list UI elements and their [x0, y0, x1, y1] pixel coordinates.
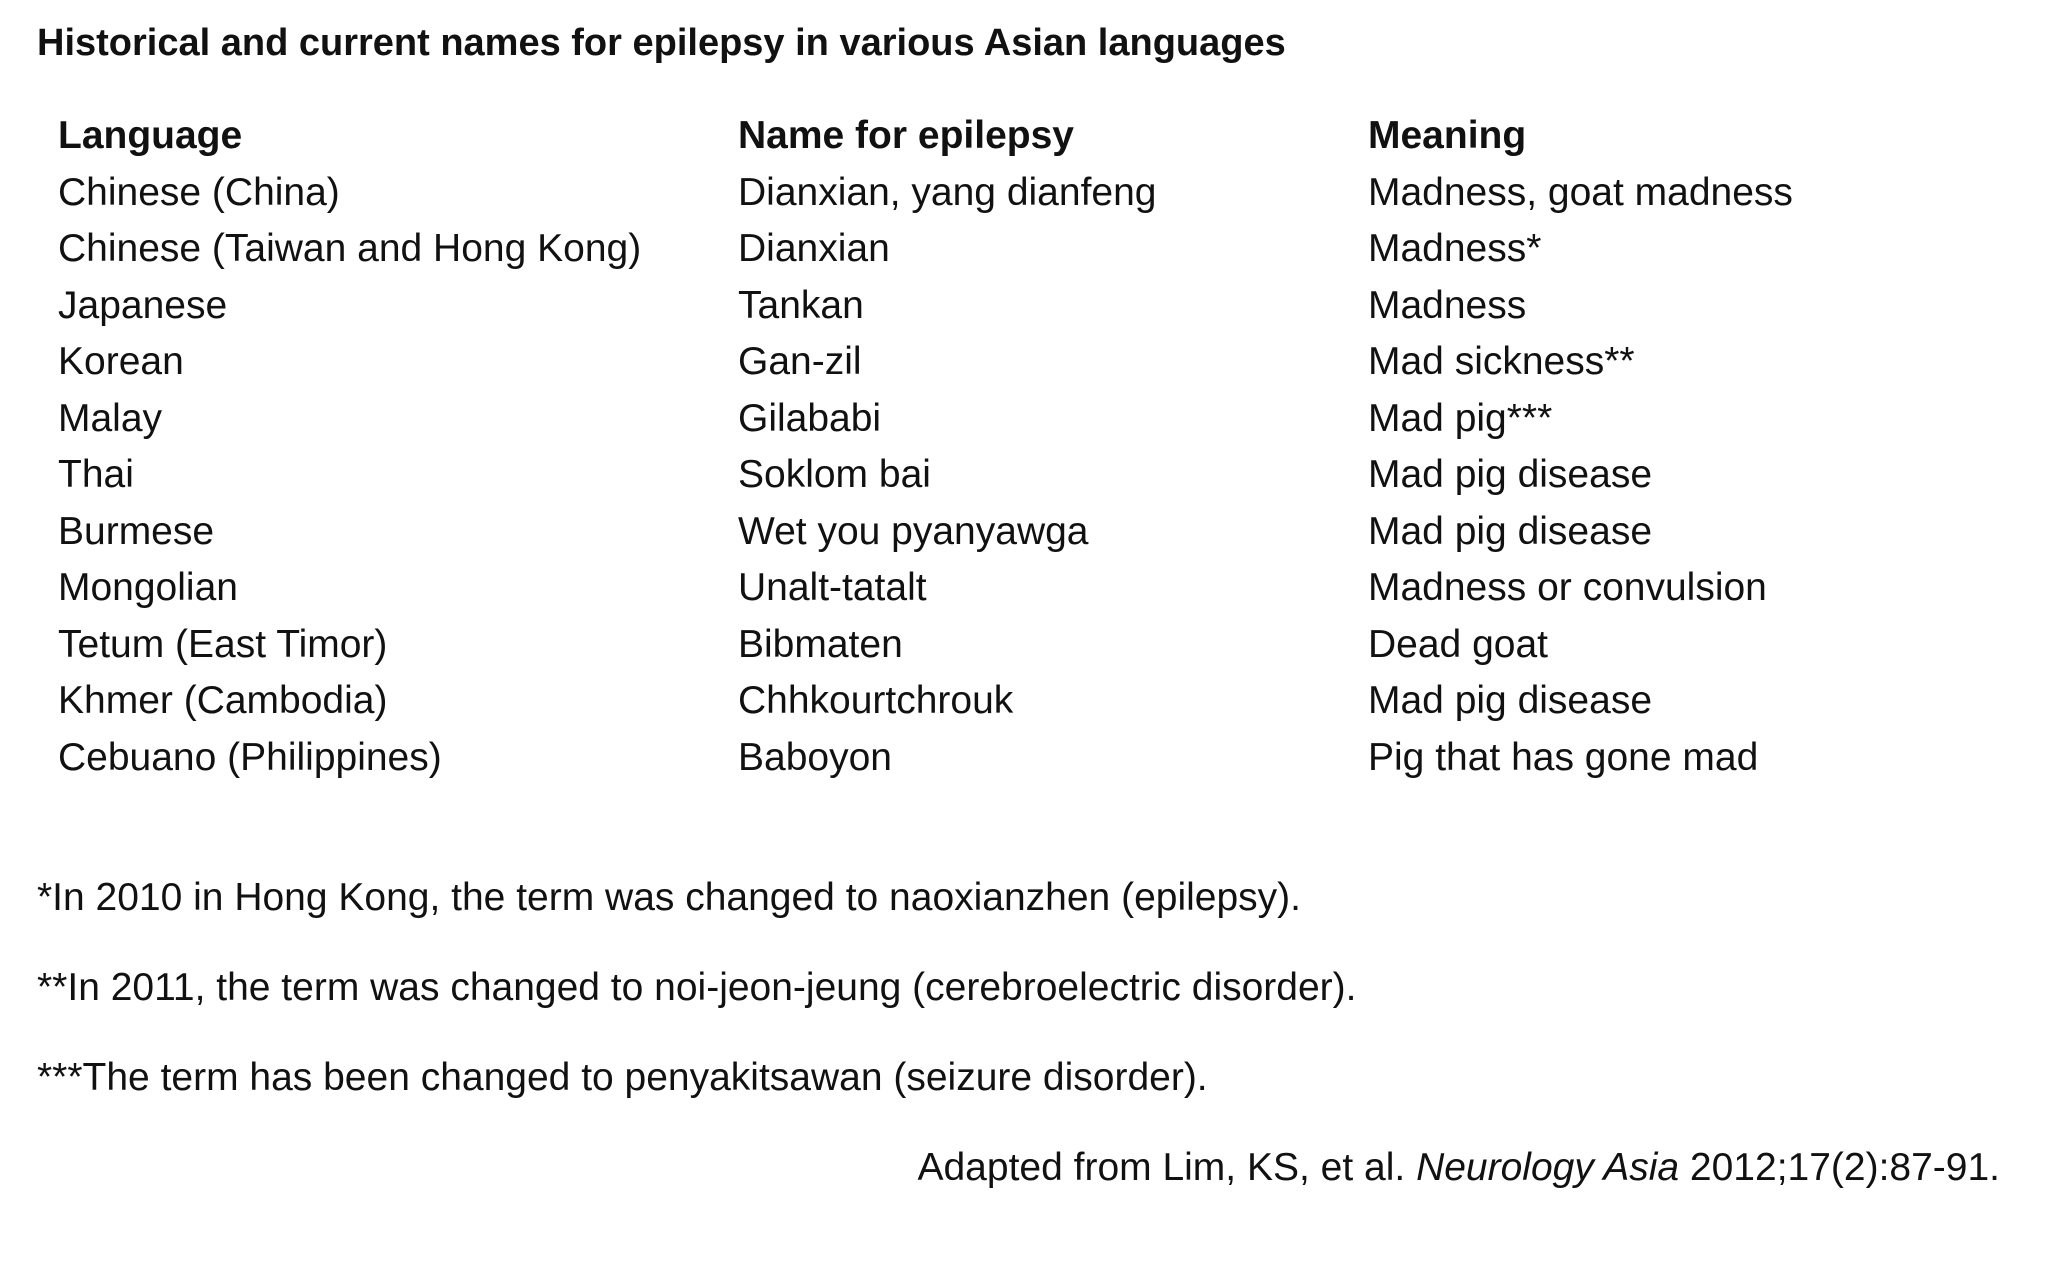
header-meaning: Meaning — [1368, 114, 1527, 157]
cell-meaning: Madness — [1368, 283, 1527, 327]
cell-meaning: Madness* — [1368, 227, 1542, 270]
table-header-row — [46, 108, 2008, 165]
cell-meaning: Madness, goat madness — [1368, 170, 1793, 214]
table-row — [46, 221, 2008, 278]
table-row — [46, 504, 2008, 561]
table-row — [46, 334, 2008, 391]
cell-language: Cebuano (Philippines) — [58, 735, 442, 779]
cell-name: Chhkourtchrouk — [738, 679, 1014, 722]
epilepsy-names-table — [46, 108, 2008, 786]
table-row — [46, 730, 2008, 787]
citation — [917, 1143, 2000, 1193]
cell-meaning: Mad pig disease — [1368, 509, 1653, 553]
header-language: Language — [58, 114, 243, 157]
cell-name: Wet you pyanyawga — [738, 509, 1089, 553]
header-name-for-epilepsy: Name for epilepsy — [738, 114, 1074, 157]
table-row — [46, 165, 2008, 222]
page-title: Historical and current names for epilepsy in various Asian languages — [37, 22, 1286, 64]
citation-journal: Neurology Asia — [1416, 1146, 1680, 1189]
cell-meaning: Mad pig disease — [1368, 453, 1653, 496]
cell-name: Gilababi — [738, 396, 882, 440]
footnote-hong-kong: *In 2010 in Hong Kong, the term was changed to naoxianzhen (epilepsy). — [37, 876, 1301, 919]
cell-language: Korean — [58, 340, 184, 383]
table-row — [46, 560, 2008, 617]
cell-name: Gan-zil — [738, 340, 862, 383]
cell-language: Japanese — [58, 283, 228, 327]
table-row — [46, 617, 2008, 674]
table-row — [46, 447, 2008, 504]
cell-language: Chinese (Taiwan and Hong Kong) — [58, 227, 642, 270]
cell-language: Tetum (East Timor) — [58, 622, 388, 666]
cell-name: Baboyon — [738, 735, 892, 779]
table-row — [46, 391, 2008, 448]
cell-meaning: Pig that has gone mad — [1368, 735, 1759, 779]
cell-meaning: Dead goat — [1368, 622, 1548, 666]
cell-meaning: Mad pig disease — [1368, 679, 1653, 722]
cell-language: Khmer (Cambodia) — [58, 679, 388, 722]
citation-suffix: 2012;17(2):87-91. — [1679, 1146, 2000, 1189]
cell-name: Bibmaten — [738, 622, 903, 666]
cell-meaning: Mad sickness** — [1368, 340, 1635, 383]
citation-prefix: Adapted from Lim, KS, et al. — [917, 1146, 1417, 1189]
cell-name: Soklom bai — [738, 453, 931, 496]
cell-name: Dianxian, yang dianfeng — [738, 170, 1157, 214]
cell-language: Burmese — [58, 509, 215, 553]
footnote-korea: **In 2011, the term was changed to noi-jeon-jeung (cerebroelectric disorder). — [37, 966, 1357, 1009]
cell-language: Malay — [58, 396, 163, 440]
cell-name: Tankan — [738, 283, 864, 327]
cell-name: Dianxian — [738, 227, 890, 270]
cell-meaning: Mad pig*** — [1368, 396, 1553, 440]
cell-language: Thai — [58, 453, 134, 496]
cell-name: Unalt-tatalt — [738, 566, 927, 609]
cell-language: Mongolian — [58, 566, 238, 609]
cell-language: Chinese (China) — [58, 170, 340, 214]
table-row — [46, 673, 2008, 730]
table-row — [46, 278, 2008, 335]
cell-meaning: Madness or convulsion — [1368, 566, 1767, 609]
footnote-malay: ***The term has been changed to penyakitsawan (seizure disorder). — [37, 1056, 1208, 1099]
